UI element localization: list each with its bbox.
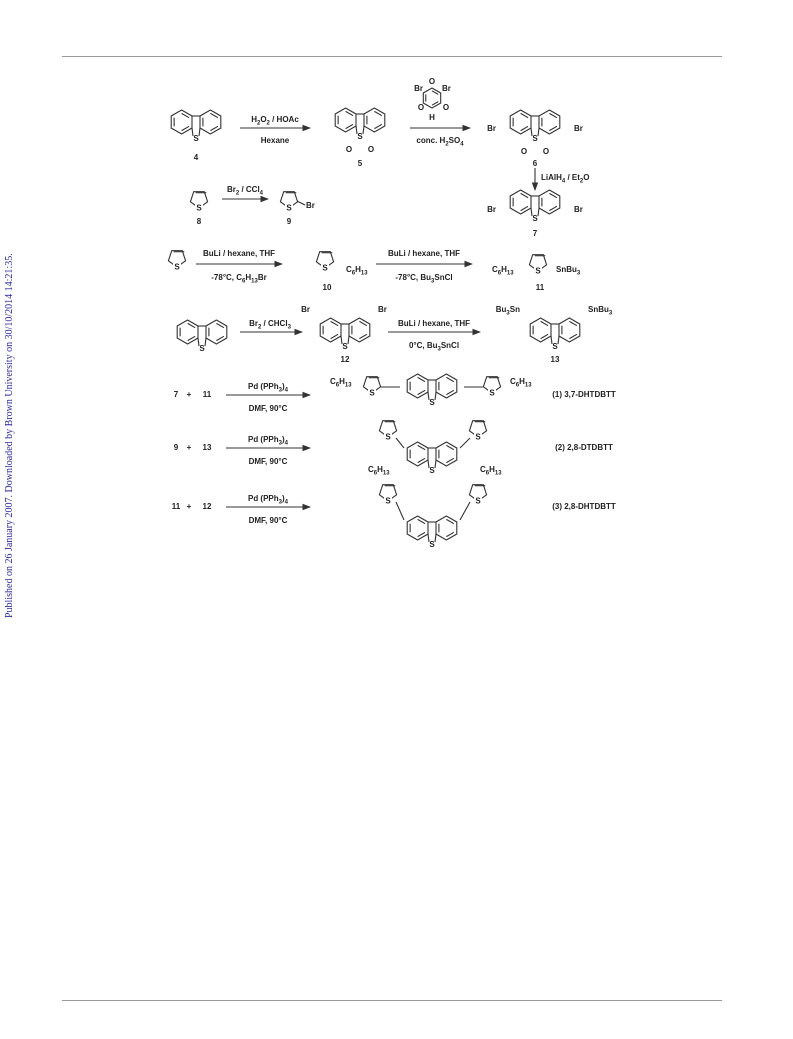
compound-8-sulfur: S bbox=[196, 203, 202, 213]
dbi-oxygen-left: O bbox=[417, 103, 425, 112]
compound-7-sulfur: S bbox=[532, 214, 538, 223]
coupling-3-reactant-b: 12 bbox=[202, 502, 212, 511]
label-compound-4: 4 bbox=[193, 153, 199, 162]
coupling-2-plus: + bbox=[186, 443, 192, 452]
reagent-78c-c6h13br: -78°C, $C_6H_{13}Br$ bbox=[211, 273, 267, 285]
compound-13-snbu3: SnBu$_3$ bbox=[588, 305, 613, 317]
compound-4-sulfur: S bbox=[193, 134, 199, 143]
dbi-br-left: Br bbox=[414, 84, 423, 93]
labels bbox=[172, 77, 616, 549]
dbi-oxygen-right: O bbox=[442, 103, 450, 112]
reagent-br2-ccl4: $Br_2 / CCl_4$ bbox=[226, 185, 264, 197]
compound-12-c-s-bond bbox=[348, 336, 349, 344]
reagent-0c-bu3sncl: 0°C, $Bu_3SnCl$ bbox=[408, 341, 460, 353]
compound-5-oxygen-left: O bbox=[345, 145, 353, 154]
coupling-1-conditions: DMF, 90°C bbox=[248, 404, 288, 413]
product-1-core-c-s-bond bbox=[435, 392, 436, 400]
dbi-hydrogen: H bbox=[429, 113, 435, 122]
dibenzothiophene-start-c-s-bond bbox=[205, 338, 206, 346]
label-compound-7: 7 bbox=[532, 229, 538, 238]
compound-6-sulfur: S bbox=[532, 134, 538, 143]
product-2-link-right bbox=[460, 438, 470, 448]
label-compound-6: 6 bbox=[532, 159, 538, 168]
compound-10-sulfur: S bbox=[322, 263, 328, 273]
product-3-core-c-s-bond bbox=[435, 534, 436, 542]
coupling-3-plus: + bbox=[186, 502, 192, 511]
compound-6-c-s-bond bbox=[538, 128, 539, 136]
reagent-hexane: Hexane bbox=[260, 136, 290, 145]
compound-7-br-right: Br bbox=[574, 205, 583, 214]
compound-5-sulfur: S bbox=[357, 132, 363, 141]
label-compound-11: 11 bbox=[535, 283, 545, 292]
coupling-3-product-name: (3) 2,8-DHTDBTT bbox=[552, 502, 616, 511]
coupling-1-catalyst: Pd $(PPh_3)_4$ bbox=[247, 382, 289, 394]
product-2-core-sulfur: S bbox=[429, 466, 435, 475]
coupling-3-catalyst: Pd $(PPh_3)_4$ bbox=[247, 494, 289, 506]
compound-13-sulfur: S bbox=[552, 342, 558, 351]
coupling-1-reactant-a: 7 bbox=[173, 390, 179, 399]
compound-12-br-right: Br bbox=[378, 305, 387, 314]
compound-12-br-left: Br bbox=[301, 305, 310, 314]
side-note-text: Published on 26 January 2007. Downloaded by Brown University on 30/10/2014 14:21:35. bbox=[4, 253, 15, 618]
product-2-thiophene-right-sulfur: S bbox=[475, 432, 481, 442]
reagent-buli-1: BuLi / hexane, THF bbox=[202, 249, 276, 258]
product-2-thiophene-left-sulfur: S bbox=[385, 432, 391, 442]
coupling-1-product-name: (1) 3,7-DHTDBTT bbox=[552, 390, 616, 399]
reagent-78c-bu3sncl: -78°C, $Bu_3SnCl$ bbox=[395, 273, 453, 285]
coupling-2-product-name: (2) 2,8-DTDBTT bbox=[555, 443, 613, 452]
reagent-conc-h2so4: conc. $H_2SO_4$ bbox=[416, 136, 464, 148]
label-compound-12: 12 bbox=[340, 355, 350, 364]
reagent-buli-2: BuLi / hexane, THF bbox=[387, 249, 461, 258]
coupling-2-conditions: DMF, 90°C bbox=[248, 457, 288, 466]
dbi-oxygen-top: O bbox=[428, 77, 436, 86]
compound-9-c-br-bond bbox=[297, 201, 305, 205]
product-3-thiophene-right-sulfur: S bbox=[475, 496, 481, 506]
compound-7-c-s-bond bbox=[538, 208, 539, 216]
product-2-core-c-s-bond bbox=[435, 460, 436, 468]
coupling-1-plus: + bbox=[186, 390, 192, 399]
compound-6-oxygen-left: O bbox=[520, 147, 528, 156]
compound-6-oxygen-right: O bbox=[542, 147, 550, 156]
label-compound-5: 5 bbox=[357, 159, 363, 168]
dbi-br-right: Br bbox=[442, 84, 451, 93]
coupling-1-reactant-b: 11 bbox=[202, 390, 212, 399]
compound-13-c-s-bond bbox=[558, 336, 559, 344]
compound-11-hexyl: $C_6H_{13}$ bbox=[492, 265, 514, 277]
product-1-thiophene-left-sulfur: S bbox=[369, 388, 375, 398]
coupling-3-reactant-a: 11 bbox=[171, 502, 181, 511]
product-1-hexyl-left: $C_6H_{13}$ bbox=[330, 377, 352, 389]
label-compound-9: 9 bbox=[286, 217, 292, 226]
product-2-link-left bbox=[396, 438, 404, 448]
product-3-core-sulfur: S bbox=[429, 540, 435, 549]
product-3-hexyl-right: $C_6H_{13}$ bbox=[480, 465, 502, 477]
coupling-2-reactant-a: 9 bbox=[173, 443, 179, 452]
compound-9-br: Br bbox=[306, 201, 315, 210]
compound-6-br-right: Br bbox=[574, 124, 583, 133]
compound-12-sulfur: S bbox=[342, 342, 348, 351]
label-compound-13: 13 bbox=[550, 355, 560, 364]
coupling-2-catalyst: Pd $(PPh_3)_4$ bbox=[247, 435, 289, 447]
compound-10-hexyl: $C_6H_{13}$ bbox=[346, 265, 368, 277]
coupling-2-reactant-b: 13 bbox=[202, 443, 212, 452]
product-3-thiophene-left-sulfur: S bbox=[385, 496, 391, 506]
reagent-buli-3: BuLi / hexane, THF bbox=[397, 319, 471, 328]
reagent-br2-chcl3: $Br_2$ / CHCl$_3$ bbox=[249, 319, 291, 331]
product-1-thiophene-right-sulfur: S bbox=[489, 388, 495, 398]
compound-5-oxygen-right: O bbox=[367, 145, 375, 154]
product-3-link-right bbox=[460, 502, 470, 520]
reagent-lialh4: LiAlH$_4$ / $Et_2O$ bbox=[541, 173, 590, 185]
compound-4-c-s-bond bbox=[199, 128, 200, 136]
thiophene-start-sulfur: S bbox=[174, 262, 180, 272]
compound-5-c-s-bond bbox=[363, 126, 364, 134]
compound-9-sulfur: S bbox=[286, 203, 292, 213]
product-3-hexyl-left: $C_6H_{13}$ bbox=[368, 465, 390, 477]
compound-11-snbu3: SnBu$_3$ bbox=[556, 265, 581, 277]
reagent-h2o2-hoac: $H_2O_2$ / HOAc bbox=[251, 115, 299, 127]
compound-13-bu3sn: $Bu_3Sn$ bbox=[495, 305, 520, 317]
label-compound-10: 10 bbox=[322, 283, 332, 292]
product-1-core-sulfur: S bbox=[429, 398, 435, 407]
coupling-3-conditions: DMF, 90°C bbox=[248, 516, 288, 525]
label-compound-8: 8 bbox=[196, 217, 202, 226]
product-1-hexyl-right: $C_6H_{13}$ bbox=[510, 377, 532, 389]
compound-6-br-left: Br bbox=[487, 124, 496, 133]
dibenzothiophene-start-sulfur: S bbox=[199, 344, 205, 353]
product-3-link-left bbox=[396, 502, 404, 520]
compound-11-sulfur: S bbox=[535, 266, 541, 276]
compound-7-br-left: Br bbox=[487, 205, 496, 214]
